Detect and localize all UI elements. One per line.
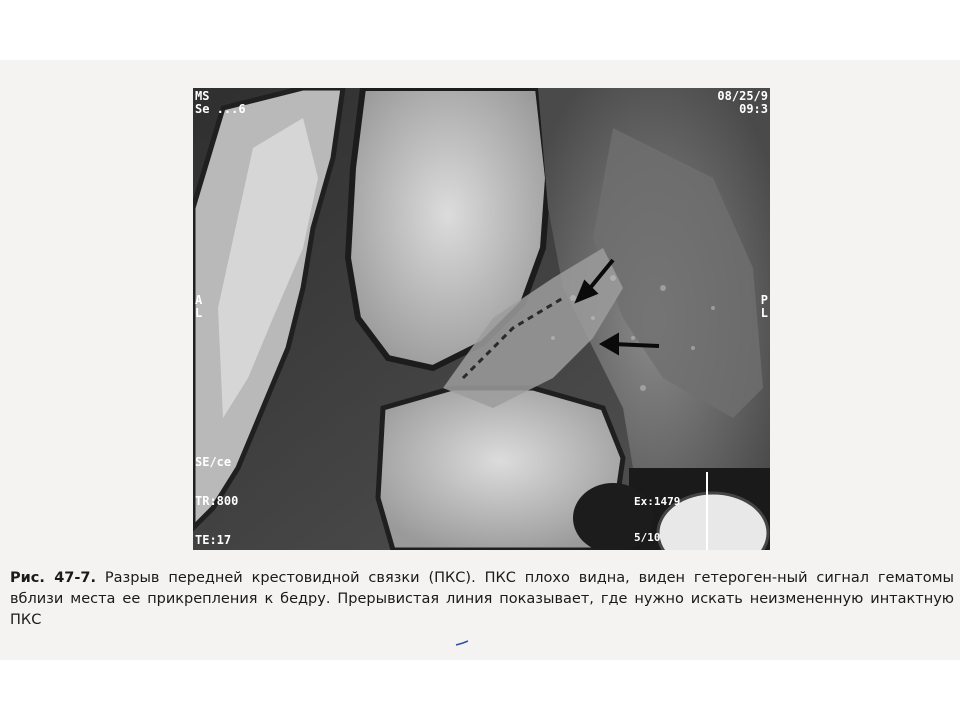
mri-overlay-top-right: 08/25/9 09:3	[717, 89, 768, 116]
figure-caption-text: Разрыв передней крестовидной связки (ПКС). ПКС плохо видна, виден гетероген-ный сигнал гематомы вблизи места ее прикрепления к бедру. Прерывистая линия показывает, где нужно искать неизмененную интактную ПКС	[10, 570, 954, 628]
pen-mark-icon	[455, 640, 469, 646]
mri-overlay-bottom-left: SE/ce TR:800 TE:17	[195, 455, 239, 547]
figure-label: Рис. 47-7.	[10, 570, 97, 586]
mri-overlay-right-marker: P L	[760, 293, 768, 320]
mri-knee-image	[193, 88, 770, 550]
mri-overlay-top-left: MS Se ...6	[195, 89, 246, 116]
mri-overlay-bottom-right: Ex:1479 5/10	[634, 495, 681, 544]
mri-overlay-left-marker: A L	[195, 293, 203, 320]
figure-caption	[10, 568, 954, 631]
